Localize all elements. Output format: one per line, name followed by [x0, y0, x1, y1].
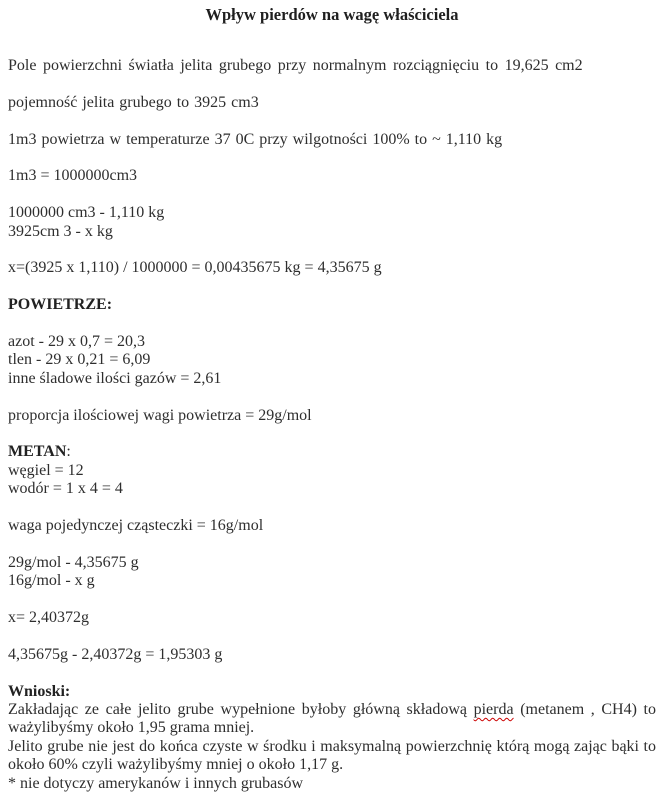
methane-heading-line	[8, 443, 656, 461]
conclusions-heading: Wnioski:	[8, 682, 71, 700]
intro-area-paragraph	[8, 57, 656, 75]
methane-heading: METAN	[8, 443, 67, 461]
intro-volume-line: pojemność jelita grubego to 3925 cm3	[8, 93, 259, 111]
conclusion-footnote: * nie dotyczy amerykanów i innych grubasów	[8, 774, 304, 792]
spellchecked-word: pierda	[473, 701, 514, 718]
air-nitrogen-line: azot - 29 x 0,7 = 20,3	[8, 332, 145, 350]
intro-volume-paragraph	[8, 94, 656, 112]
methane-molecule-paragraph	[8, 517, 656, 535]
air-section-heading-paragraph	[8, 296, 656, 314]
intro-conversion-line: 1m3 = 1000000cm3	[8, 167, 138, 185]
proportion-line-2: 3925cm 3 - x kg	[8, 222, 113, 240]
air-composition-paragraph	[8, 333, 656, 388]
conclusions-section	[8, 683, 656, 793]
methane-difference-line: 4,35675g - 2,40372g = 1,95303 g	[8, 645, 223, 663]
methane-hydrogen-line: wodór = 1 x 4 = 4	[8, 480, 123, 498]
methane-section	[8, 443, 656, 498]
methane-molecule-line: waga pojedynczej cząsteczki = 16g/mol	[8, 517, 264, 534]
methane-carbon-line: węgiel = 12	[8, 461, 84, 479]
air-oxygen-line: tlen - 29 x 0,21 = 6,09	[8, 351, 151, 369]
methane-difference-paragraph	[8, 646, 656, 664]
air-trace-line: inne śladowe ilości gazów = 2,61	[8, 369, 222, 387]
proportion-line-1: 1000000 cm3 - 1,110 kg	[8, 204, 165, 222]
air-molar-line: proporcja ilościowej wagi powietrza = 29g/mol	[8, 406, 312, 424]
methane-ratio-line-1: 29g/mol - 4,35675 g	[8, 553, 139, 571]
methane-ratio-paragraph	[8, 554, 656, 591]
intro-air-density-paragraph	[8, 131, 656, 149]
intro-air-density-line: 1m3 powietrza w temperaturze 37 0C przy wilgotności 100% to ~ 1,110 kg	[8, 130, 503, 148]
intro-result-line: x=(3925 x 1,110) / 1000000 = 0,00435675 kg = 4,35675 g	[8, 259, 382, 277]
air-section-heading: POWIETRZE:	[8, 296, 113, 314]
intro-result-paragraph	[8, 259, 656, 277]
methane-ratio-line-2: 16g/mol - x g	[8, 572, 95, 590]
methane-x-line: x= 2,40372g	[8, 609, 90, 626]
intro-area-line: Pole powierzchni światła jelita grubego przy normalnym rozciągnięciu to 19,625 cm2	[8, 57, 583, 74]
conclusion-sentence1-after: (metanem , CH4) to ważylibyśmy około 1,95 grama mniej.	[8, 701, 657, 737]
conclusions-text	[8, 701, 656, 793]
conclusion-sentence2: Jelito grube nie jest do końca czyste w środku i maksymalną powierzchnię którą mogą zając bąki to około 60% czyli ważylibyśmy mniej o około 1,17 g.	[8, 737, 656, 774]
intro-conversion-paragraph	[8, 167, 656, 185]
methane-heading-colon: :	[66, 443, 71, 461]
air-molar-paragraph	[8, 407, 656, 425]
conclusion-sentence1-before: Zakładając ze całe jelito grube wypełnione byłoby główną składową	[8, 701, 474, 718]
methane-x-paragraph	[8, 609, 656, 627]
document-title: Wpływ pierdów na wagę właściciela	[205, 5, 459, 24]
intro-proportion-paragraph	[8, 204, 656, 241]
